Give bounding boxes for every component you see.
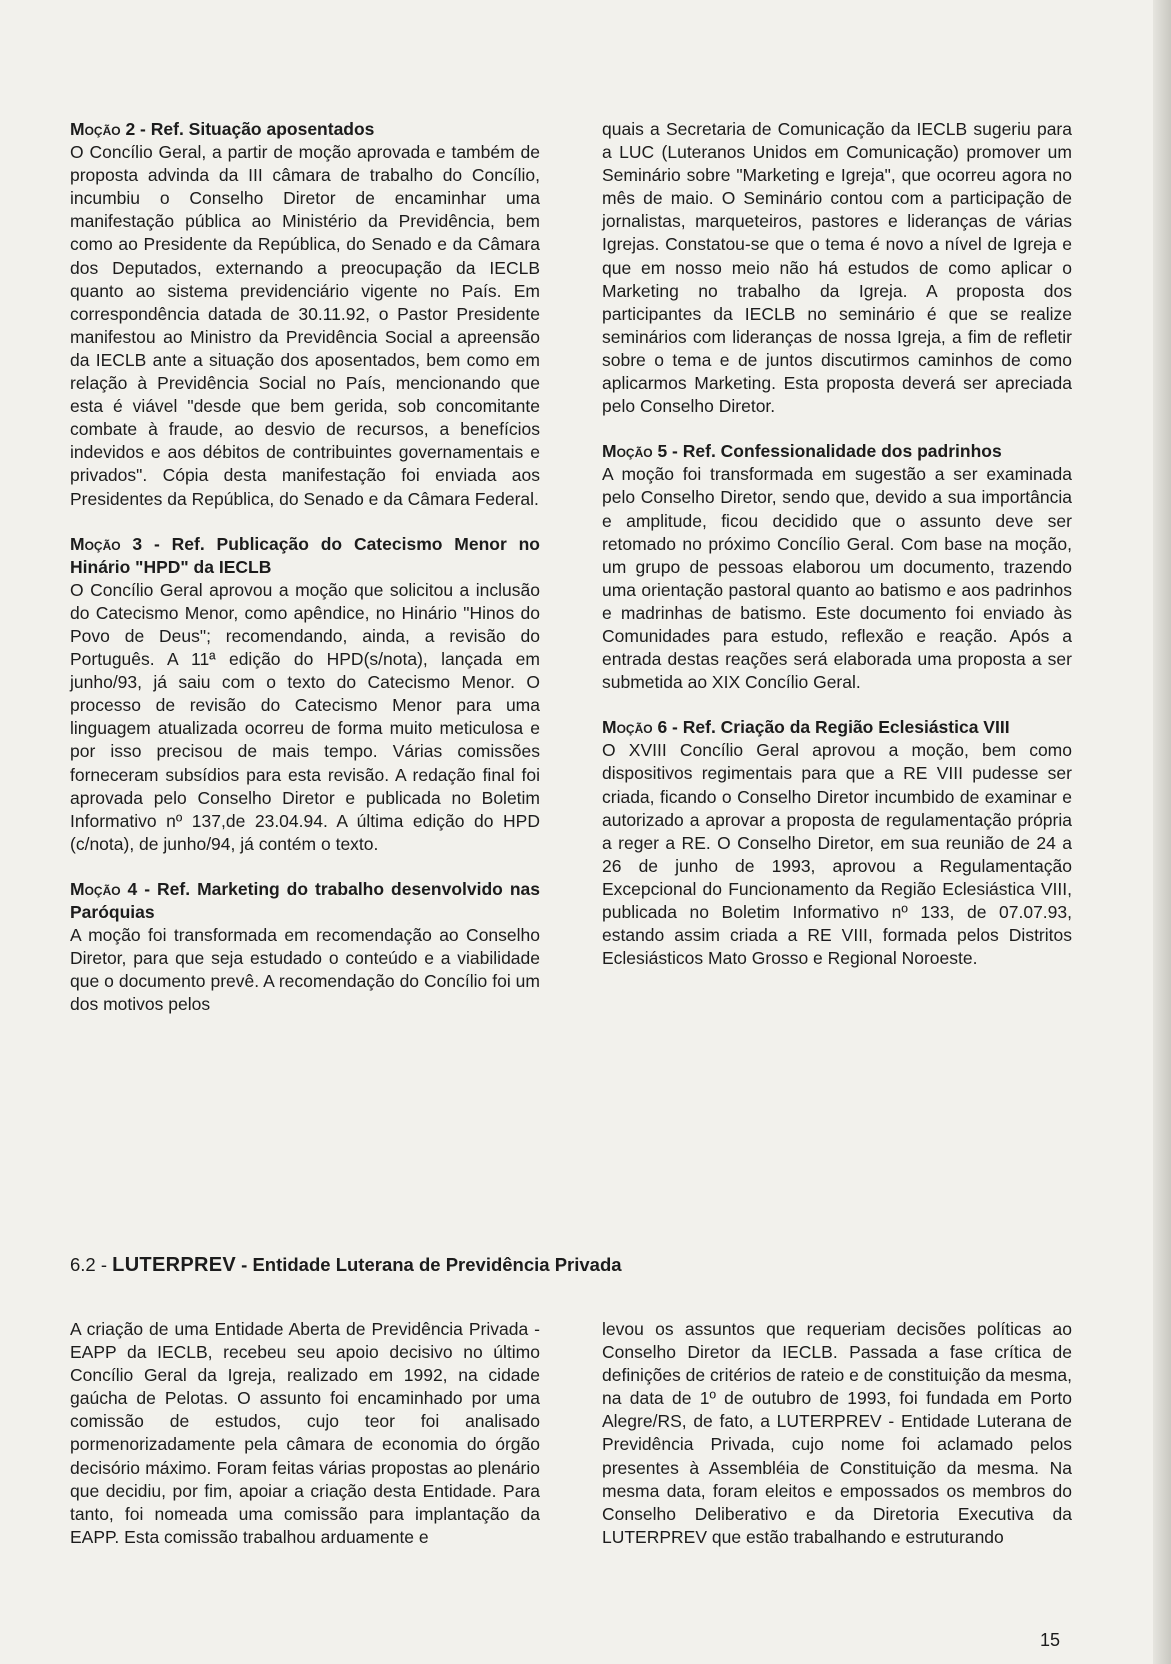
motion-4-heading: Moção 4 - Ref. Marketing do trabalho desenvolvido nas Paróquias (70, 878, 540, 922)
section-number: 6.2 - (70, 1254, 113, 1275)
motion-6-heading: Moção 6 - Ref. Criação da Região Eclesiástica VIII (602, 717, 1010, 738)
page-number: 15 (1040, 1630, 1061, 1650)
motion-6-body: O XVIII Concílio Geral aprovou a moção, bem como dispositivos regimentais para que a RE VIII pudesse ser criada, ficando o Conselho Diretor incumbido de examinar e autorizado a aprovar a proposta de regulamentação própria a reger a RE. O Conselho Diretor, em sua reunião de 24 a 26 de junho de 1993, aprovou a Regulamentação Excepcional do Funcionamento da Região Eclesiástica VIII, publicada no Boletim Informativo nº 133, de 07.07.93, estando assim criada a RE VIII, formada pelos Distritos Eclesiásticos Mato Grosso e Regional Noroeste. (602, 740, 1072, 969)
motion-5-heading: Moção 5 - Ref. Confessionalidade dos padrinhos (602, 441, 1002, 462)
motion-5-body: A moção foi transformada em sugestão a ser examinada pelo Conselho Diretor, sendo que, devido a sua importância e amplitude, ficou decidido que o assunto deve ser retomado no próximo Concílio Geral. Com base na moção, um grupo de pessoas elaborou um documento, trazendo uma orientação pastoral quanto ao batismo e aos padrinhos e madrinhas de batismo. Este documento foi enviado às Comunidades para estudo, reflexão e reação. Após a entrada destas reações será elaborada uma proposta a ser submetida ao XIX Concílio Geral. (602, 464, 1072, 693)
page-edge (1153, 0, 1171, 1664)
section-left-text: A criação de uma Entidade Aberta de Previdência Privada - EAPP da IECLB, recebeu seu apoio decisivo no último Concílio Geral da Igreja, realizado em 1992, na cidade gaúcha de Pelotas. O assunto foi encaminhado por uma comissão de estudos, cujo teor foi analisado pormenorizadamente pela câmara de economia do órgão decisório máximo. Foram feitas várias propostas ao plenário que decidiu, por fim, apoiar a criação desta Entidade. Para tanto, foi nomeada uma comissão para implantação da EAPP. Esta comissão trabalhou arduamente e (70, 1319, 540, 1547)
motion-3-heading: Moção 3 - Ref. Publicação do Catecismo Menor no Hinário "HPD" da IECLB (70, 533, 540, 577)
section-right-text: levou os assuntos que requeriam decisões políticas ao Conselho Diretor da IECLB. Passada a fase crítica de definições de critérios de rateio e de constituição da mesma, na data de 1º de outubro de 1993, foi fundada em Porto Alegre/RS, de fato, a LUTERPREV - Entidade Luterana de Previdência Privada, cujo nome foi aclamado pelos presentes à Assembléia de Constituição da mesma. Na mesma data, foram eleitos e empossados os membros do Conselho Deliberativo e da Diretoria Executiva da LUTERPREV que estão trabalhando e estruturando (602, 1319, 1072, 1547)
section-left-column (70, 1318, 540, 1549)
motion-2-heading: Moção 2 - Ref. Situação aposentados (70, 119, 375, 139)
motion-4-continuation: quais a Secretaria de Comunicação da IECLB sugeriu para a LUC (Luteranos Unidos em Comunicação) promover um Seminário sobre "Marketing e Igreja", que ocorreu agora no mês de maio. O Seminário contou com a participação de jornalistas, marqueteiros, pastores e lideranças de várias Igrejas. Constatou-se que o tema é novo a nível de Igreja e que em nosso meio não há estudos de como aplicar o Marketing no trabalho da Igreja. A proposta dos participantes da IECLB no seminário é que se realize seminários com lideranças de nossa Igreja, a fim de refletir sobre o tema e de juntos discutirmos caminhos de como aplicarmos Marketing. Esta proposta deverá ser apreciada pelo Conselho Diretor. (602, 119, 1072, 417)
section-name: LUTERPREV (112, 1254, 236, 1276)
motion-3-body: O Concílio Geral aprovou a moção que solicitou a inclusão do Catecismo Menor, como apêndice, no Hinário "Hinos do Povo de Deus"; recomendando, ainda, a revisão do Português. A 11ª edição do HPD(s/nota), lançada em junho/93, já saiu com o texto do Catecismo Menor. O processo de revisão do Catecismo Menor para uma linguagem atualizada ocorreu de forma muito meticulosa e por isso precisou de mais tempo. Várias comissões forneceram subsídios para esta revisão. A redação final foi aprovada pelo Conselho Diretor e publicada no Boletim Informativo nº 137,de 23.04.94. A última edição do HPD (c/nota), de junho/94, já contém o texto. (70, 579, 540, 854)
motion-2-body: O Concílio Geral, a partir de moção aprovada e também de proposta advinda da III câmara de trabalho do Concílio, incumbiu o Conselho Diretor de encaminhar uma manifestação pública ao Ministério da Previdência, bem como ao Presidente da República, do Senado e da Câmara dos Deputados, externando a preocupação da IECLB quanto ao sistema previdenciário vigente no País. Em correspondência datada de 30.11.92, o Pastor Presidente manifestou ao Ministro da Previdência Social a apreensão da IECLB ante a situação dos aposentados, bem como em relação à Previdência Social no País, mencionando que esta é viável "desde que bem gerida, sob concomitante combate à fraude, ao desvio de recursos, a benefícios indevidos e aos débitos de contribuintes governamentais e privados". Cópia desta manifestação foi enviada aos Presidentes da República, do Senado e da Câmara Federal. (70, 142, 540, 509)
left-column (70, 118, 540, 1016)
section-subtitle: - Entidade Luterana de Previdência Privada (236, 1254, 622, 1275)
section-title (70, 1254, 622, 1277)
section-right-column (602, 1318, 1072, 1549)
right-column (602, 118, 1072, 970)
motion-4-body: A moção foi transformada em recomendação ao Conselho Diretor, para que seja estudado o conteúdo e a viabilidade que o documento prevê. A recomendação do Concílio foi um dos motivos pelos (70, 925, 540, 1015)
